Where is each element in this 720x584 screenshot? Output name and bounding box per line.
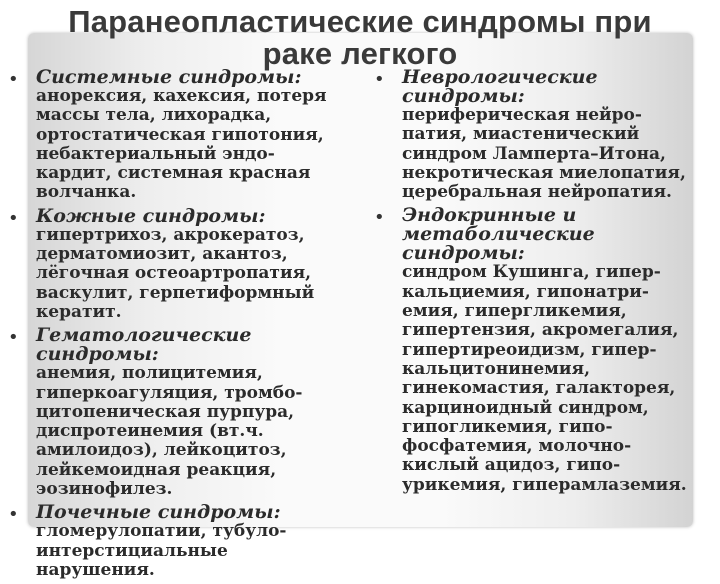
list-item-neurologic: [374, 68, 709, 202]
list-item-renal: [8, 503, 360, 580]
section-heading: Гематологические синдромы:: [36, 324, 252, 366]
bullet-icon: •: [374, 207, 385, 229]
bullet-icon: •: [8, 69, 19, 90]
section-heading: Системные синдромы:: [36, 66, 302, 88]
slide-title: Паранеопластические синдромы при раке легкого: [68, 4, 652, 71]
section-text: гломерулопатии, тубуло- интерстициальные нарушения.: [36, 521, 287, 580]
bullet-icon: •: [8, 327, 19, 349]
left-column: [8, 68, 360, 584]
section-heading: Неврологические синдромы:: [402, 66, 598, 107]
section-text: анемия, полицитемия, гиперкоагуляция, тромбо- цитопеническая пурпура, диспротеинемия (вт.ч. амилоидоз), лейкоцитоз, лейкемоидная реакция, эозинофилез.: [36, 363, 303, 500]
bullet-icon: •: [374, 69, 385, 90]
section-text: гипертрихоз, акрокератоз, дерматомиозит, акантоз, лёгочная остеоартропатия, васкулит, герпетиформный кератит.: [36, 224, 315, 322]
section-text: периферическая нейро- патия, миастенический синдром Ламперта–Итона, некротическая миелопатия, церебральная нейропатия.: [402, 105, 686, 203]
section-heading: Почечные синдромы:: [36, 501, 281, 524]
list-item-endocrine: [374, 206, 709, 495]
section-text: анорексия, кахексия, потеря массы тела, лихорадка, ортостатическая гипотония, небактериальный эндо- кардит, системная красная волчанка.: [36, 86, 327, 203]
section-heading: Эндокринные и метаболические синдромы:: [402, 204, 595, 265]
bullet-icon: •: [8, 207, 19, 229]
section-text: синдром Кушинга, гипер- кальциемия, гипонатри- емия, гипергликемия, гипертензия, акромегалия, гипертиреоидизм, гипер- кальцитонинемия, гинекомастия, галакторея, карциноидный синдром, гипогликемия, гипо- фосфатемия, молочно- кислый ацидоз, гипо- урикемия, гиперамлаземия.: [402, 262, 687, 495]
right-column: [374, 68, 709, 499]
list-item-skin: [8, 204, 360, 322]
section-heading: Кожные синдромы:: [36, 204, 266, 227]
list-item-hematologic: [8, 326, 360, 499]
bullet-icon: •: [8, 504, 19, 526]
list-item-systemic: [8, 68, 360, 203]
